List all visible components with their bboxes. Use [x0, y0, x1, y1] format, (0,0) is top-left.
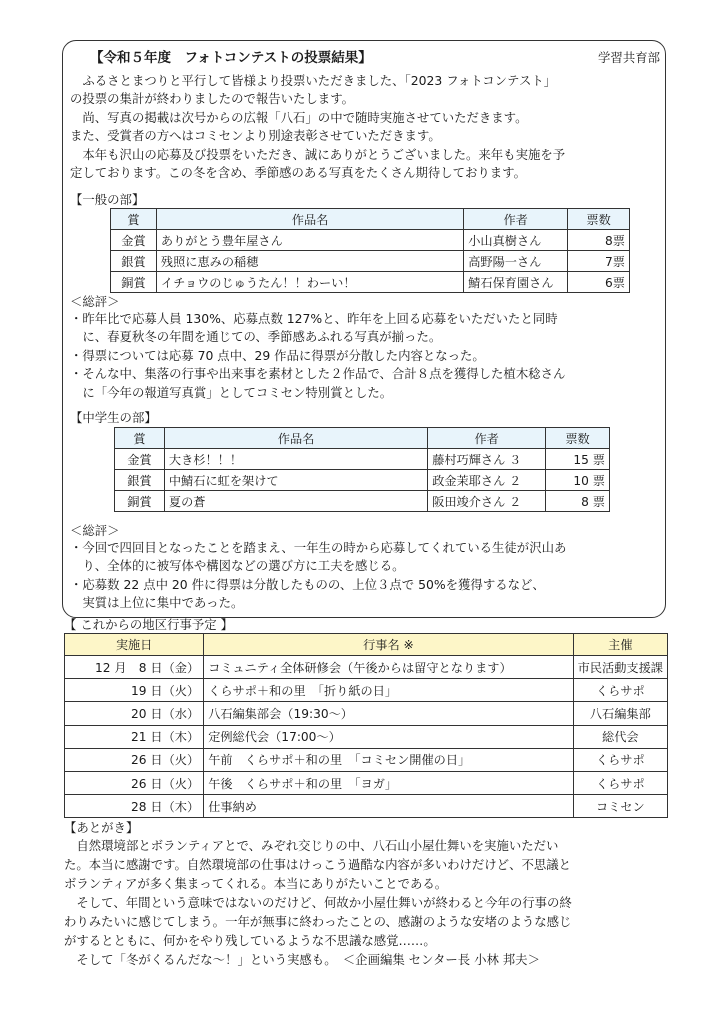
department-name: 学習共育部	[598, 50, 660, 65]
date-cell: 12 月 8 日（金）	[65, 656, 204, 679]
general-results-table	[110, 208, 630, 293]
table-row	[115, 470, 610, 491]
review-line: ・そんな中、集落の行事や出来事を素材とした２作品で、合計８点を獲得した植木稔さん	[70, 366, 566, 382]
table-row	[65, 679, 668, 702]
table-row	[65, 748, 668, 771]
table-row	[65, 725, 668, 748]
author-cell: 小山真樹さん	[464, 230, 568, 251]
afterword-line: た。本当に感謝です。自然環境部の仕事はけっこう過酷な内容が多いわけだけど、不思議と	[64, 857, 572, 872]
intro-line: ふるさとまつりと平行して皆様より投票いただきました、「2023 フォトコンテスト」	[70, 73, 557, 88]
organizer-cell: くらサポ	[573, 679, 667, 702]
intro-paragraph	[70, 72, 670, 182]
organizer-cell: 総代会	[573, 725, 667, 748]
author-cell: 高野陽一さん	[464, 251, 568, 272]
date-cell: 20 日（水）	[65, 702, 204, 725]
event-cell: 定例総代会（17:00〜）	[204, 725, 573, 748]
author-cell: 鯖石保育園さん	[464, 272, 568, 293]
afterword-text	[64, 836, 668, 969]
organizer-cell: コミセン	[573, 795, 667, 818]
header-author: 作者	[464, 209, 568, 230]
prize-cell: 銅賞	[115, 491, 165, 512]
votes-cell: 8 票	[546, 491, 610, 512]
table-row	[65, 771, 668, 794]
intro-line: 本年も沢山の応募及び投票をいただき、誠にありがとうございました。来年も実施を予	[70, 146, 566, 162]
date-cell: 28 日（木）	[65, 795, 204, 818]
table-header-row	[111, 209, 630, 230]
review-line: ・今回で四回目となったことを踏まえ、一年生の時から応募してくれている生徒が沢山あ	[70, 540, 567, 555]
title-cell: 夏の蒼	[164, 491, 427, 512]
contest-title-row	[90, 46, 660, 66]
general-section-label: 【一般の部】	[70, 192, 145, 207]
title-cell: ありがとう豊年屋さん	[156, 230, 463, 251]
intro-line: の投票の集計が終わりましたので報告いたします。	[70, 91, 354, 107]
author-cell: 政金茉耶さん ２	[428, 470, 546, 491]
review-line: ・応募数 22 点中 20 件に得票は分散したものの、上位３点で 50%を獲得するなど、	[70, 576, 545, 592]
header-event: 行事名 ※	[204, 634, 573, 656]
review-line: に「今年の報道写真賞」としてコミセン特別賞とした。	[70, 384, 393, 400]
event-cell: コミュニティ全体研修会（午後からは留守となります）	[204, 656, 573, 679]
header-author: 作者	[428, 428, 546, 449]
afterword-line: ボランティアが多く集まってくれる。本当にありがたいことである。	[64, 876, 448, 891]
prize-cell: 金賞	[115, 449, 165, 470]
prize-cell: 金賞	[111, 230, 157, 251]
votes-cell: 6票	[568, 272, 630, 293]
afterword-label: 【あとがき】	[64, 820, 139, 835]
junior-results-table	[114, 427, 610, 512]
prize-cell: 銀賞	[115, 470, 165, 491]
table-row	[111, 251, 630, 272]
general-review	[70, 310, 670, 402]
table-header-row	[65, 634, 668, 656]
author-cell: 藤村巧輝さん ３	[428, 449, 546, 470]
date-cell: 26 日（火）	[65, 748, 204, 771]
organizer-cell: くらサポ	[573, 771, 667, 794]
afterword-line: わりみたいに感じてしまう。一年が無事に終わったことの、感謝のような安堵のような感じ	[64, 914, 572, 929]
prize-cell: 銅賞	[111, 272, 157, 293]
header-votes: 票数	[568, 209, 630, 230]
votes-cell: 10 票	[546, 470, 610, 491]
event-schedule-table	[64, 633, 668, 818]
intro-line: また、受賞者の方へはコミセンより別途表彰させていただきます。	[70, 128, 441, 144]
prize-cell: 銀賞	[111, 251, 157, 272]
event-cell: くらサポ＋和の里 「折り紙の日」	[204, 679, 573, 702]
author-cell: 阪田竣介さん ２	[428, 491, 546, 512]
header-title: 作品名	[164, 428, 427, 449]
table-row	[111, 272, 630, 293]
date-cell: 26 日（火）	[65, 771, 204, 794]
afterword-line: がするとともに、何かをやり残しているような不思議な感覚……。	[64, 933, 436, 948]
afterword-line: 自然環境部とボランティアとで、みぞれ交じりの中、八石山小屋仕舞いを実施いただい	[64, 838, 559, 853]
date-cell: 21 日（木）	[65, 725, 204, 748]
header-votes: 票数	[546, 428, 610, 449]
organizer-cell: 市民活動支援課	[573, 656, 667, 679]
table-row	[111, 230, 630, 251]
organizer-cell: 八石編集部	[573, 702, 667, 725]
organizer-cell: くらサポ	[573, 748, 667, 771]
intro-line: 定しております。この冬を含め、季節感のある写真をたくさん期待しております。	[70, 165, 526, 181]
date-cell: 19 日（火）	[65, 679, 204, 702]
header-date: 実施日	[65, 634, 204, 656]
junior-review-label: ＜総評＞	[70, 523, 120, 538]
event-cell: 午前 くらサポ＋和の里 「コミセン開催の日」	[204, 748, 573, 771]
table-row	[65, 702, 668, 725]
afterword-line: そして「冬がくるんだな〜！」という実感も。 ＜企画編集 センター長 小林 邦夫＞	[64, 952, 540, 967]
contest-title: 【令和５年度 フォトコンテストの投票結果】	[90, 50, 372, 66]
junior-section-label: 【中学生の部】	[70, 410, 157, 425]
votes-cell: 15 票	[546, 449, 610, 470]
votes-cell: 7票	[568, 251, 630, 272]
review-line: 実質は上位に集中であった。	[70, 595, 244, 611]
title-cell: 大き杉！！！	[164, 449, 427, 470]
review-line: に、春夏秋冬の年間を通じての、季節感あふれる写真が揃った。	[70, 329, 442, 345]
table-header-row	[115, 428, 610, 449]
table-row	[65, 795, 668, 818]
afterword-line: そして、年間という意味ではないのだけど、何故か小屋仕舞いが終わると今年の行事の終	[64, 895, 572, 910]
table-row	[65, 656, 668, 679]
votes-cell: 8票	[568, 230, 630, 251]
review-line: ・昨年比で応募人員 130%、応募点数 127%と、昨年を上回る応募をいただいたと同時	[70, 311, 558, 326]
header-title: 作品名	[156, 209, 463, 230]
header-prize: 賞	[115, 428, 165, 449]
event-cell: 午後 くらサポ＋和の里 「ヨガ」	[204, 771, 573, 794]
table-row	[115, 449, 610, 470]
review-line: り、全体的に被写体や構図などの選び方に工夫を感じる。	[70, 558, 405, 574]
title-cell: 中鯖石に虹を架けて	[164, 470, 427, 491]
title-cell: イチョウのじゅうたん！！わーい！	[156, 272, 463, 293]
review-line: ・得票については応募 70 点中、29 作品に得票が分散した内容となった。	[70, 347, 485, 363]
event-cell: 仕事納め	[204, 795, 573, 818]
title-cell: 残照に恵みの稲穂	[156, 251, 463, 272]
schedule-section-label: 【 これからの地区行事予定 】	[64, 617, 233, 632]
junior-review	[70, 539, 670, 613]
table-row	[115, 491, 610, 512]
header-organizer: 主催	[573, 634, 667, 656]
event-cell: 八石編集部会（19:30〜）	[204, 702, 573, 725]
intro-line: 尚、写真の掲載は次号からの広報「八石」の中で随時実施させていただきます。	[70, 109, 528, 125]
general-review-label: ＜総評＞	[70, 294, 120, 309]
header-prize: 賞	[111, 209, 157, 230]
